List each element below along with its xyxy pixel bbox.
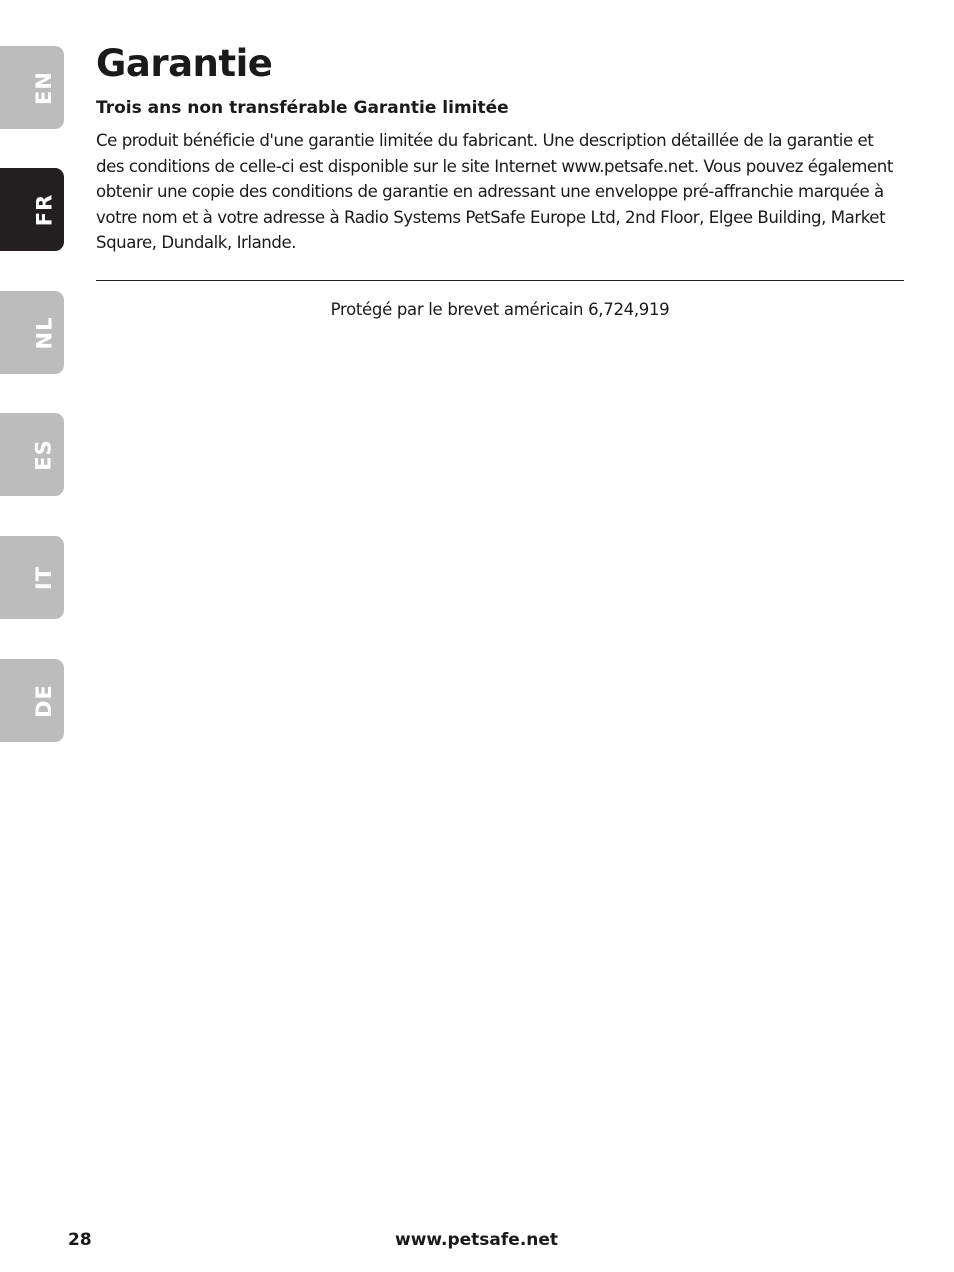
- lang-tab-de[interactable]: [0, 659, 64, 742]
- lang-tab-label: DE: [32, 683, 56, 718]
- page-number: 28: [68, 1230, 92, 1250]
- warranty-body: Ce produit bénéficie d'une garantie limitée du fabricant. Une description détaillée de la garantie et des conditions de celle-ci est disponible sur le site Internet www.petsafe.net. Vous pouvez également obtenir une copie des conditions de garantie en adressant une enveloppe pré-affranchie marquée à votre nom et à votre adresse à Radio Systems PetSafe Europe Ltd, 2nd Floor, Elgee Building, Market Square, Dundalk, Irlande.: [96, 131, 893, 252]
- lang-tab-it[interactable]: [0, 536, 64, 619]
- lang-tab-label: EN: [31, 70, 56, 105]
- patent-notice: Protégé par le brevet américain 6,724,919: [330, 300, 670, 319]
- lang-tab-nl[interactable]: [0, 291, 64, 374]
- main-content: [96, 38, 904, 256]
- footer-url[interactable]: www.petsafe.net: [395, 1230, 559, 1250]
- lang-tab-fr[interactable]: [0, 168, 64, 251]
- warranty-subtitle: Trois ans non transférable Garantie limitée: [96, 98, 509, 118]
- section-divider: [96, 280, 904, 281]
- lang-tab-label: ES: [31, 438, 56, 471]
- page-title: Garantie: [96, 42, 273, 85]
- lang-tab-es[interactable]: [0, 413, 64, 496]
- lang-tab-label: NL: [32, 316, 56, 349]
- lang-tab-en[interactable]: [0, 46, 64, 129]
- lang-tab-label: FR: [31, 193, 56, 226]
- lang-tab-label: IT: [31, 565, 56, 590]
